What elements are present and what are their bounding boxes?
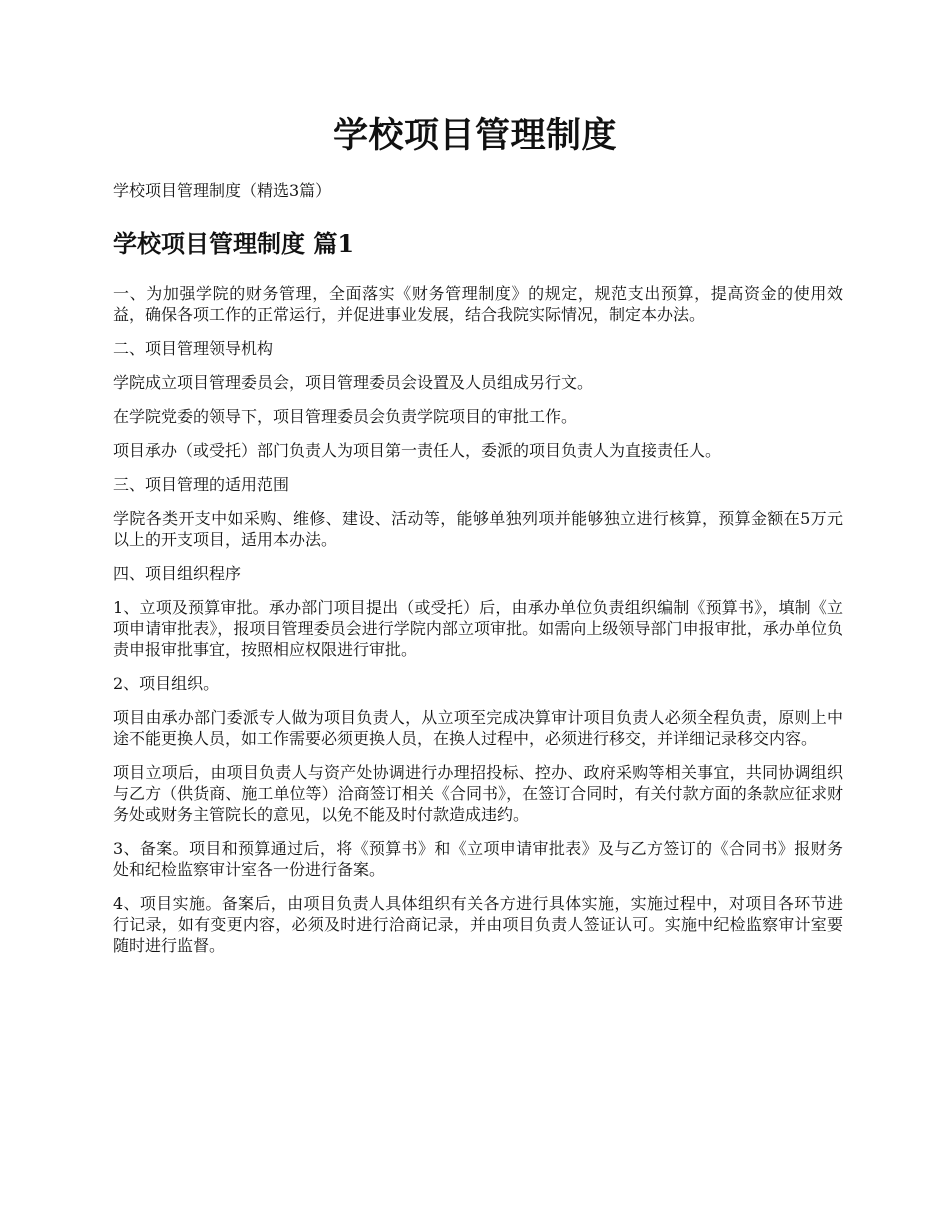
paragraph-procurement: 项目立项后，由项目负责人与资产处协调进行办理招投标、控办、政府采购等相关事宜，共同协调组织与乙方（供货商、施工单位等）洽商签订相关《合同书》，在签订合同时，有关付款方面的条款应征求财务处或财务主管院长的意见，以免不能及时付款造成违约。: [113, 763, 843, 824]
paragraph-organization-heading: 2、项目组织。: [113, 674, 220, 693]
document-title: 学校项目管理制度: [332, 115, 617, 156]
paragraph-purpose: 一、为加强学院的财务管理，全面落实《财务管理制度》的规定，规范支出预算，提高资金的使用效益，确保各项工作的正常运行，并促进事业发展，结合我院实际情况，制定本办法。: [113, 284, 843, 324]
section-heading: 学校项目管理制度 篇1: [113, 229, 355, 258]
paragraph-committee: 学院成立项目管理委员会，项目管理委员会设置及人员组成另行文。: [113, 373, 594, 392]
paragraph-heading-leadership: 二、项目管理领导机构: [113, 339, 274, 358]
paragraph-budget-approval: 1、立项及预算审批。承办部门项目提出（或受托）后，由承办单位负责组织编制《预算书》，填制《立项申请审批表》，报项目管理委员会进行学院内部立项审批。如需向上级领导部门申报审批，承办单位负责申报审批事宜，按照相应权限进行审批。: [113, 598, 843, 659]
document-body: [113, 283, 843, 969]
paragraph-responsibility: 项目承办（或受托）部门负责人为项目第一责任人，委派的项目负责人为直接责任人。: [113, 441, 722, 460]
paragraph-implementation: 4、项目实施。备案后，由项目负责人具体组织有关各方进行具体实施，实施过程中，对项目各环节进行记录，如有变更内容，必须及时进行洽商记录，并由项目负责人签证认可。实施中纪检监察审计室要随时进行监督。: [113, 894, 843, 955]
paragraph-heading-scope: 三、项目管理的适用范围: [113, 475, 290, 494]
paragraph-heading-procedure: 四、项目组织程序: [113, 564, 242, 583]
paragraph-filing: 3、备案。项目和预算通过后，将《预算书》和《立项申请审批表》及与乙方签订的《合同书》报财务处和纪检监察审计室各一份进行备案。: [113, 839, 843, 879]
paragraph-project-lead: 项目由承办部门委派专人做为项目负责人，从立项至完成决算审计项目负责人必须全程负责，原则上中途不能更换人员，如工作需要必须更换人员，在换人过程中，必须进行移交，并详细记录移交内容。: [113, 708, 843, 748]
document-subtitle: 学校项目管理制度（精选3篇）: [113, 181, 332, 200]
paragraph-scope: 学院各类开支中如采购、维修、建设、活动等，能够单独列项并能够独立进行核算，预算金额在5万元以上的开支项目，适用本办法。: [113, 509, 843, 549]
paragraph-approval: 在学院党委的领导下，项目管理委员会负责学院项目的审批工作。: [113, 407, 578, 426]
